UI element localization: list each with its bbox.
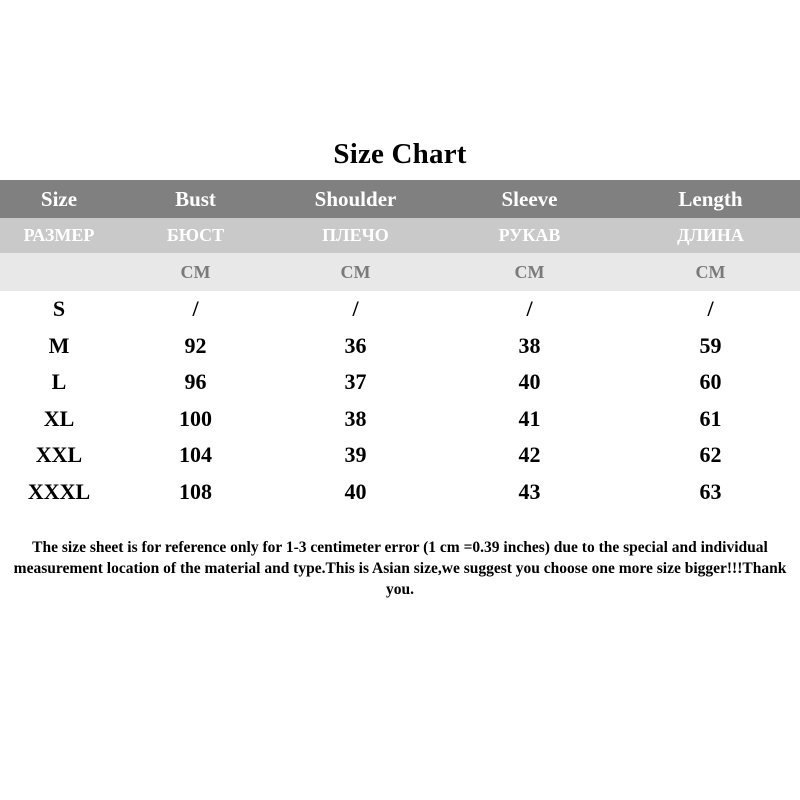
cell-length: / <box>707 296 714 322</box>
table-row <box>0 474 800 511</box>
cell-bust: 100 <box>179 405 212 431</box>
cell-size: XXL <box>35 442 83 468</box>
units-row <box>0 253 800 291</box>
cell-sleeve: 41 <box>518 405 541 431</box>
cell-length: 59 <box>699 332 722 358</box>
table-header-row <box>0 180 800 218</box>
cell-shoulder: 36 <box>344 332 367 358</box>
russian-header-sleeve: РУКАВ <box>438 218 621 253</box>
cell-length: 61 <box>699 405 722 431</box>
size-disclaimer-note: The size sheet is for reference only for 1-3 centimeter error (1 cm =0.39 inches) due to the special and individual measurement location of the material and type.This is Asian size,we suggest you choose one more size bigger!!!Thank you. <box>13 539 787 598</box>
russian-header-row <box>0 218 800 253</box>
table-row <box>0 364 800 401</box>
cell-shoulder: 40 <box>344 478 367 504</box>
cell-size: L <box>51 369 67 395</box>
cell-bust: / <box>192 296 199 322</box>
unit-size <box>0 253 118 291</box>
table-row <box>0 401 800 438</box>
cell-size: XL <box>43 405 75 431</box>
cell-sleeve: 42 <box>518 442 541 468</box>
cell-sleeve: 43 <box>518 478 541 504</box>
cell-size: XXXL <box>27 478 91 504</box>
table-row <box>0 437 800 474</box>
header-bust: Bust <box>118 180 273 218</box>
cell-length: 60 <box>699 369 722 395</box>
size-chart-table <box>0 180 800 510</box>
cell-size: S <box>52 296 66 322</box>
unit-shoulder: CM <box>273 253 438 291</box>
cell-shoulder: 39 <box>344 442 367 468</box>
cell-length: 63 <box>699 478 722 504</box>
table-row <box>0 291 800 328</box>
cell-bust: 92 <box>184 332 207 358</box>
cell-bust: 104 <box>179 442 212 468</box>
cell-shoulder: / <box>352 296 359 322</box>
cell-sleeve: 40 <box>518 369 541 395</box>
header-length: Length <box>621 180 800 218</box>
unit-sleeve: CM <box>438 253 621 291</box>
cell-sleeve: / <box>526 296 533 322</box>
russian-header-bust: БЮСТ <box>118 218 273 253</box>
russian-header-size: РАЗМЕР <box>0 218 118 253</box>
russian-header-length: ДЛИНА <box>621 218 800 253</box>
cell-bust: 108 <box>179 478 212 504</box>
header-size: Size <box>0 180 118 218</box>
cell-size: M <box>48 332 70 358</box>
cell-shoulder: 37 <box>344 369 367 395</box>
cell-bust: 96 <box>184 369 207 395</box>
russian-header-shoulder: ПЛЕЧО <box>273 218 438 253</box>
header-sleeve: Sleeve <box>438 180 621 218</box>
unit-bust: CM <box>118 253 273 291</box>
header-shoulder: Shoulder <box>273 180 438 218</box>
cell-length: 62 <box>699 442 722 468</box>
unit-length: CM <box>621 253 800 291</box>
cell-shoulder: 38 <box>344 405 367 431</box>
table-row <box>0 328 800 365</box>
cell-sleeve: 38 <box>518 332 541 358</box>
page-title: Size Chart <box>333 138 467 170</box>
